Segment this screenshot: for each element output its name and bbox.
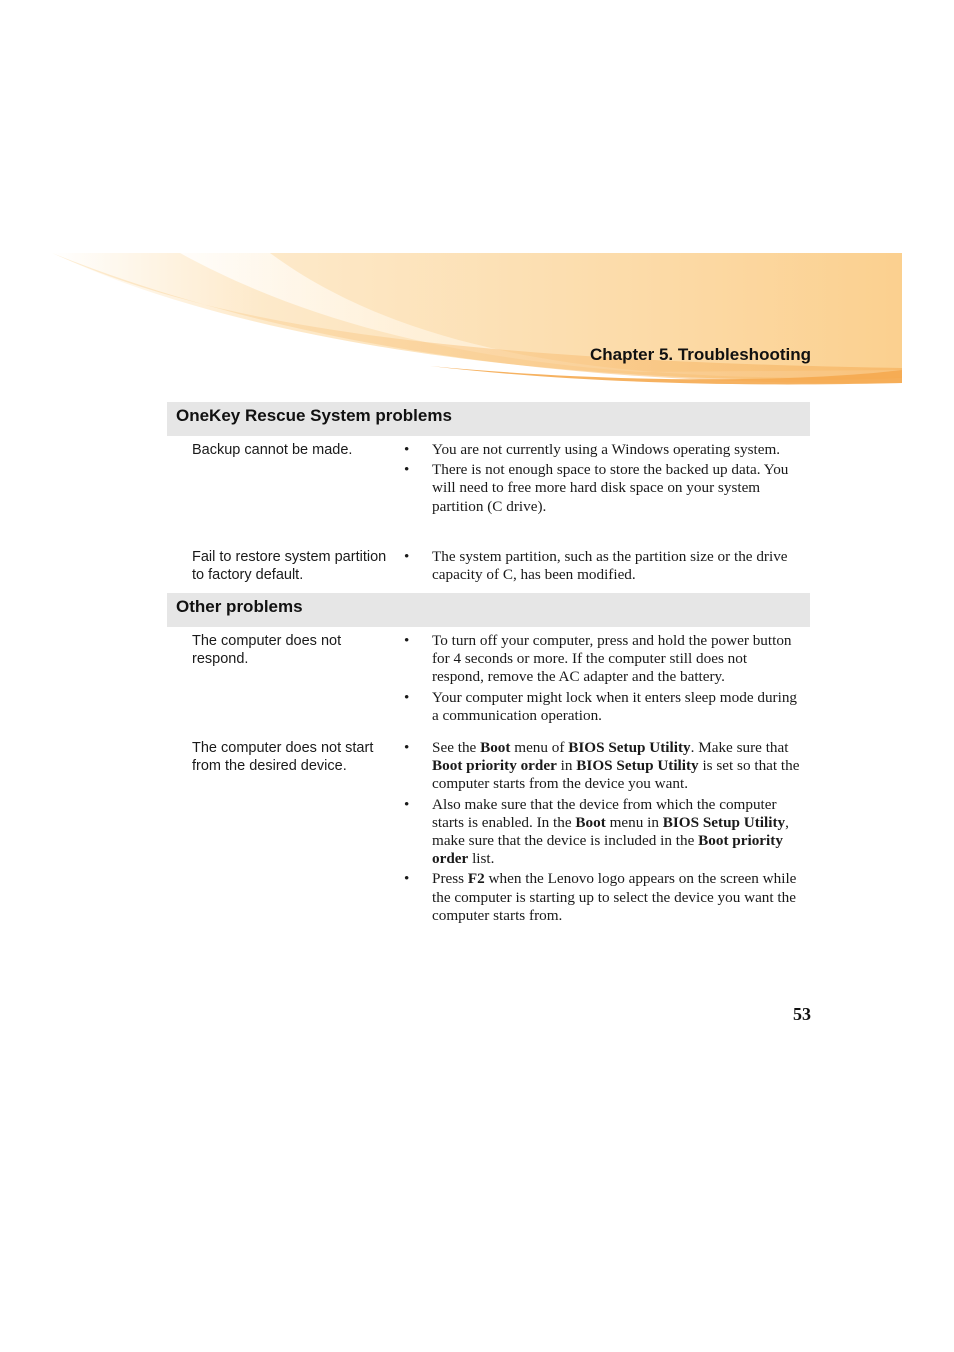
solution-item [402,632,802,687]
bold-term: BIOS Setup Utility [662,813,786,831]
bold-term: Boot priority order [432,757,557,775]
solution-list-backup [402,441,802,518]
solution-text: in [556,757,577,775]
solution-item [402,739,802,794]
bold-term: BIOS Setup Utility [576,757,699,775]
bullet-icon: • [404,795,410,813]
bullet-icon: • [404,632,410,649]
solution-text: There is not enough space to store the backed up data. You will need to free more hard disk space on your system partition (C drive). [432,461,789,515]
solution-list-not-respond [402,632,802,727]
solution-text: You are not currently using a Windows operating system. [432,441,781,458]
bold-term: Boot [575,813,606,831]
problem-boot-device: The computer does not start from the desired device. [192,740,374,774]
bullet-icon: • [404,688,410,706]
bullet-icon: • [404,441,410,458]
solution-text: See the [432,739,481,756]
solution-list-boot-device [402,739,802,927]
section-header-other: Other problems [167,593,810,627]
problem-not-respond: The computer does not respond. [192,633,342,667]
solution-text: list. [468,850,495,868]
page-number: 53 [793,1004,811,1024]
solution-text: To turn off your computer, press and hold the power button for 4 seconds or more. If the computer still does not respond, remove the AC adapter and the battery. [432,632,792,686]
section-header-onekey: OneKey Rescue System problems [167,402,810,436]
solution-text: Press [432,870,468,888]
solution-item [402,689,802,725]
solution-item [402,796,802,869]
chapter-title: Chapter 5. Troubleshooting [589,345,811,364]
solution-text: The system partition, such as the partition size or the drive capacity of C, has been modified. [432,548,788,584]
problem-restore: Fail to restore system partition to factory default. [192,549,387,583]
solution-text: is set so that the computer starts from the device you want. [432,757,800,793]
bold-term: Boot priority order [432,832,783,868]
bullet-icon: • [404,548,410,565]
bold-term: BIOS Setup Utility [568,739,691,756]
bold-term: Boot [480,739,511,756]
bold-term: F2 [467,870,485,888]
solution-text: . Make sure that [690,739,789,756]
solution-text: menu in [605,813,663,831]
solution-text: Your computer might lock when it enters sleep mode during a communication operation. [432,688,798,724]
solution-text: menu of [510,739,569,756]
bullet-icon: • [404,461,410,479]
solution-item [402,548,802,584]
solution-item [402,870,802,925]
solution-text: when the Lenovo logo appears on the screen while the computer is starting up to select the device you want the computer starts from. [432,870,797,924]
solution-item [402,461,802,516]
solution-item [402,441,802,459]
problem-backup: Backup cannot be made. [192,442,353,458]
solution-text: Also make sure that the device from which the computer starts is enabled. In the [432,795,777,831]
bullet-icon: • [404,739,410,756]
solution-list-restore [402,548,802,586]
chapter-banner [0,0,954,400]
bullet-icon: • [404,870,410,888]
solution-text: , make sure that the device is included in the [432,813,789,850]
